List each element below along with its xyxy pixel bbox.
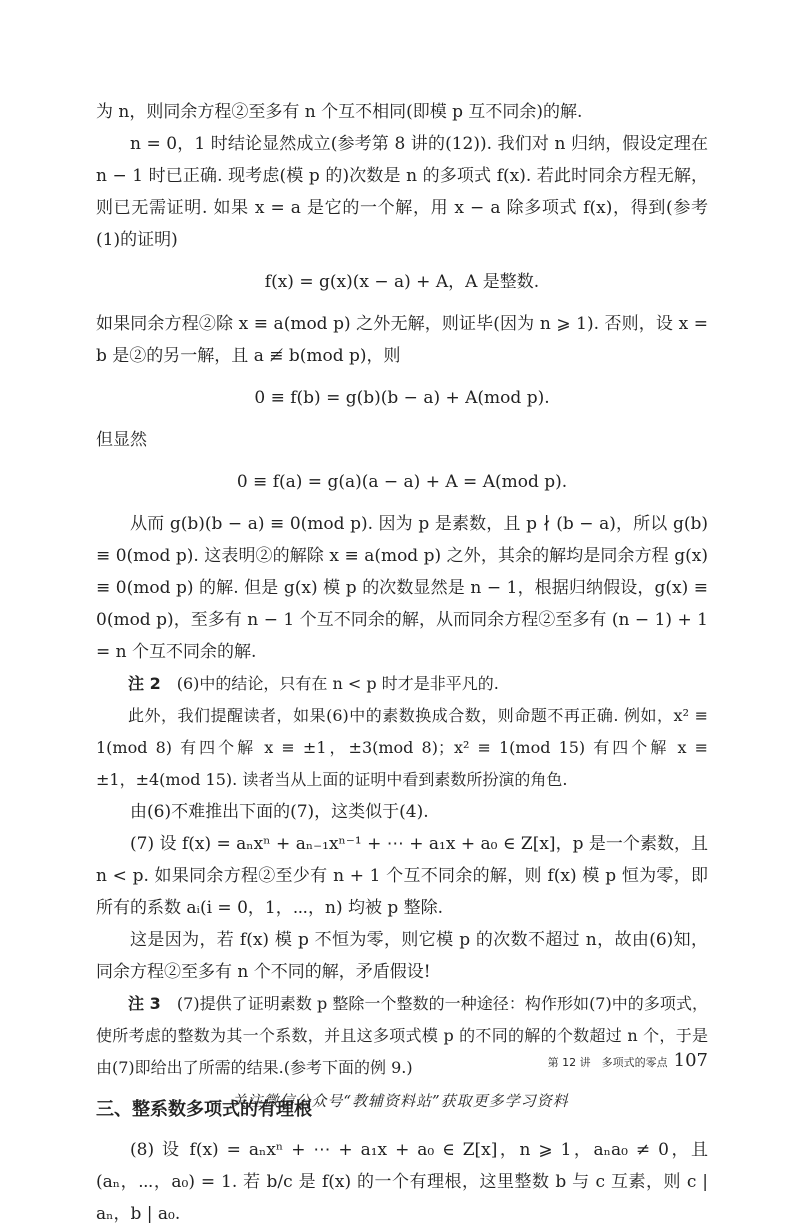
paragraph-5: 从而 g(b)(b − a) ≡ 0(mod p). 因为 p 是素数，且 p ∤ (b − a)，所以 g(b) ≡ 0(mod p). 这表明②的解除 x ≡ a(mod p) 之外，其余的解均是同余方程 g(x) ≡ 0(mod p) 的解. 但是 g(x) 模 p 的次数显然是 n − 1，根据归纳假设，g(x) ≡ 0(mod p)，至多有 n − 1 个互不同余的解，从而同余方程②至多有 (n − 1) + 1 = n 个互不同余的解.: [96, 514, 708, 662]
paragraph-3: 如果同余方程②除 x ≡ a(mod p) 之外无解，则证毕(因为 n ⩾ 1). 否则，设 x = b 是②的另一解，且 a ≢ b(mod p)，则: [96, 314, 708, 366]
running-footer: [548, 1050, 708, 1071]
note-2-text: (6)中的结论，只有在 n < p 时才是非平凡的.: [176, 674, 499, 693]
equation-3: 0 ≡ f(a) = g(a)(a − a) + A = A(mod p).: [236, 472, 568, 492]
section-heading: 三、整系数多项式的有理根: [96, 1099, 312, 1120]
note-2-label: 注 2: [128, 674, 161, 693]
page-number: 107: [673, 1050, 708, 1071]
paragraph-4: 但显然: [96, 430, 147, 450]
paragraph-2: n = 0，1 时结论显然成立(参考第 8 讲的(12)). 我们对 n 归纳，假设定理在 n − 1 时已正确. 现考虑(模 p 的)次数是 n 的多项式 f(x). 若此时同余方程无解，则已无需证明. 如果 x = a 是它的一个解，用 x − a 除多项式 f(x)，得到(参考(1)的证明): [96, 134, 708, 250]
paragraph-1: 为 n，则同余方程②至多有 n 个互不相同(即模 p 互不同余)的解.: [96, 102, 583, 122]
equation-1: f(x) = g(x)(x − a) + A，A 是整数.: [264, 272, 540, 292]
theorem-7: (7) 设 f(x) = aₙxⁿ + aₙ₋₁xⁿ⁻¹ + ⋯ + a₁x + a₀ ∈ Z[x]，p 是一个素数，且 n < p. 如果同余方程②至少有 n + 1 个互不同余的解，则 f(x) 模 p 恒为零，即所有的系数 aᵢ(i = 0，1，⋯，n) 均被 p 整除.: [96, 834, 708, 918]
note-2: [96, 668, 708, 700]
note-3-label: 注 3: [128, 994, 161, 1013]
chapter-title: 第 12 讲 多项式的零点: [547, 1056, 668, 1069]
watermark-note: 关注微信公众号“教辅资料站”获取更多学习资料: [231, 1092, 569, 1110]
theorem-8: (8) 设 f(x) = aₙxⁿ + ⋯ + a₁x + a₀ ∈ Z[x]，n ⩾ 1，aₙa₀ ≠ 0，且 (aₙ，⋯，a₀) = 1. 若 b/c 是 f(x) 的一个有理根，这里整数 b 与 c 互素，则 c | aₙ，b | a₀.: [96, 1140, 708, 1224]
note-3-text: (7)提供了证明素数 p 整除一个整数的一种途径：构作形如(7)中的多项式，使所考虑的整数为其一个系数，并且这多项式模 p 的不同的解的个数超过 n 个，于是由(7)即给出了所需的结果.(参考下面的例 9.): [96, 994, 708, 1077]
equation-2: 0 ≡ f(b) = g(b)(b − a) + A(mod p).: [254, 388, 550, 408]
paragraph-7: 由(6)不难推出下面的(7)，这类似于(4).: [130, 802, 429, 822]
paragraph-8: 这是因为，若 f(x) 模 p 不恒为零，则它模 p 的次数不超过 n，故由(6)知，同余方程②至多有 n 个不同的解，矛盾假设!: [96, 930, 708, 982]
paragraph-6: 此外，我们提醒读者，如果(6)中的素数换成合数，则命题不再正确. 例如，x² ≡ 1(mod 8) 有四个解 x ≡ ±1，±3(mod 8)；x² ≡ 1(mod 15) 有四个解 x ≡ ±1，±4(mod 15). 读者当从上面的证明中看到素数所扮演的角色.: [96, 706, 708, 789]
